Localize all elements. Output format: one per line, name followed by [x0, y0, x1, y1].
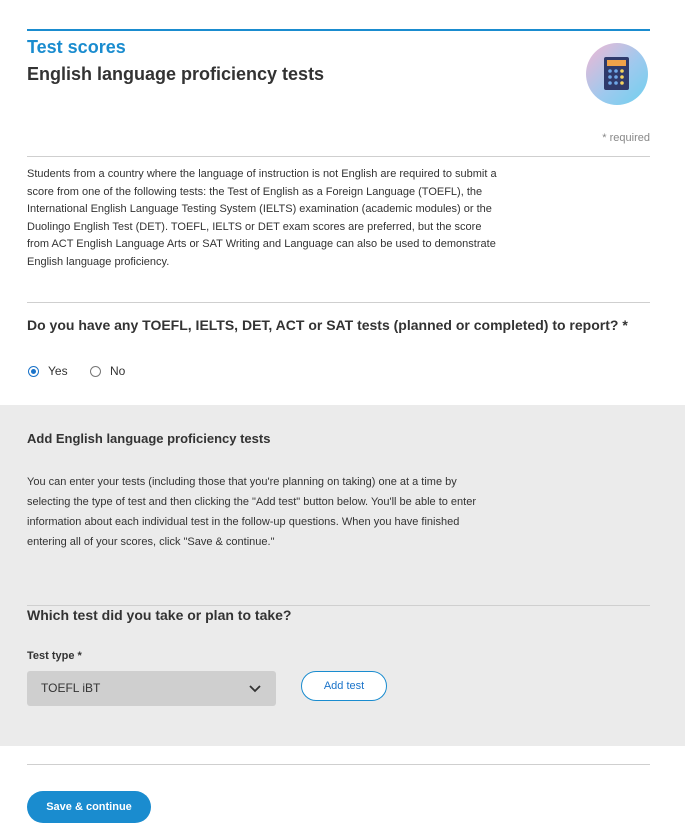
- radio-no-label: No: [110, 364, 126, 378]
- divider: [27, 764, 650, 765]
- add-tests-title: Add English language proficiency tests: [27, 431, 271, 446]
- test-type-value: TOEFL iBT: [41, 681, 101, 695]
- test-type-select[interactable]: [27, 671, 276, 706]
- radio-no[interactable]: [90, 366, 101, 377]
- calculator-icon: [586, 43, 648, 105]
- chevron-down-icon: [248, 683, 262, 693]
- which-test-question: Which test did you take or plan to take?: [27, 607, 292, 623]
- test-type-label: Test type *: [27, 650, 82, 662]
- radio-yes-label: Yes: [48, 364, 68, 378]
- divider: [27, 605, 650, 606]
- divider: [27, 302, 650, 303]
- section-eyebrow: Test scores: [27, 37, 126, 57]
- divider: [27, 156, 650, 157]
- top-accent-rule: [27, 29, 650, 31]
- required-note: * required: [602, 132, 650, 144]
- add-tests-instructions: You can enter your tests (including those that you're planning on taking) one at a time by selecting the type of test and then clicking the "Add test" button below. You'll be able to enter information about each individual test in the follow-up questions. When you have finished entering all of your scores, click "Save & continue.": [27, 476, 476, 548]
- page-title: English language proficiency tests: [27, 64, 325, 84]
- report-tests-question: Do you have any TOEFL, IELTS, DET, ACT or SAT tests (planned or completed) to report? *: [27, 317, 628, 333]
- add-test-button[interactable]: Add test: [301, 671, 387, 701]
- radio-yes[interactable]: [28, 366, 39, 377]
- radio-option-yes[interactable]: [28, 364, 68, 378]
- intro-text: Students from a country where the language of instruction is not English are required to submit a score from one of the following tests: the Test of English as a Foreign Language (TOEFL), the International English Language Testing System (IELTS) examination (academic modules) or the Duolingo English Test (DET). TOEFL, IELTS or DET exam scores are preferred, but the score from ACT English Language Arts or SAT Writing and Language can also be used to demonstrate English language proficiency.: [27, 168, 497, 268]
- save-continue-button[interactable]: Save & continue: [27, 791, 151, 823]
- radio-option-no[interactable]: [90, 364, 125, 378]
